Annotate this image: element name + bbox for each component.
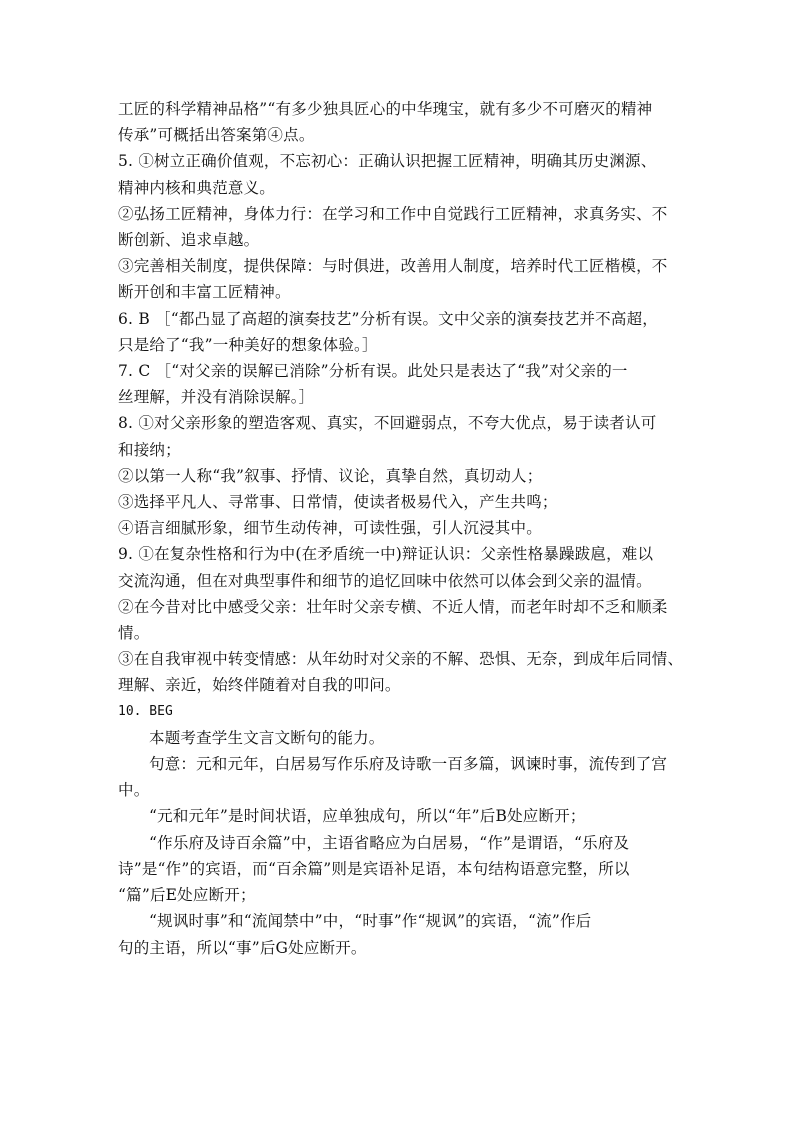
text-line: 理解、亲近，始终伴随着对自我的叩问。 — [118, 676, 401, 695]
text-line: 交流沟通，但在对典型事件和细节的追忆回味中依然可以体会到父亲的温情。 — [118, 571, 652, 590]
text-line: 传承”可概括出答案第④点。 — [118, 126, 315, 145]
text-line: 断创新、追求卓越。 — [118, 231, 260, 250]
text-line: “规讽时事”和“流闻禁中”中，“时事”作“规讽”的宾语，“流”作后 — [149, 912, 592, 931]
text-line: 8. ①对父亲形象的塑造客观、真实，不回避弱点，不夸大优点，易于读者认可 — [118, 414, 657, 433]
text-line: ③选择平凡人、寻常事、日常情，使读者极易代入，产生共鸣； — [118, 493, 558, 512]
text-line: 9. ①在复杂性格和行为中(在矛盾统一中)辩证认识：父亲性格暴躁跋扈，难以 — [118, 545, 654, 564]
answer-text-body — [118, 96, 688, 961]
text-line: 丝理解，并没有消除误解。］ — [118, 388, 315, 407]
text-line: 只是给了“我”一种美好的想象体验。］ — [118, 335, 378, 354]
text-line: “元和元年”是时间状语，应单独成句，所以“年”后B处应断开； — [149, 807, 586, 826]
text-line: “作乐府及诗百余篇”中，主语省略应为白居易，“作”是谓语，“乐府及 — [149, 833, 630, 852]
text-line: 中。 — [118, 781, 150, 800]
text-line: ④语言细腻形象，细节生动传神，可读性强，引人沉浸其中。 — [118, 519, 542, 538]
text-line: 工匠的科学精神品格”“有多少独具匠心的中华瑰宝，就有多少不可磨灭的精神 — [118, 100, 653, 118]
text-line: ②以第一人称“我”叙事、抒情、议论，真挚自然，真切动人； — [118, 466, 543, 485]
text-line: 6. B ［“都凸显了高超的演奏技艺”分析有误。文中父亲的演奏技艺并不高超， — [118, 309, 658, 328]
text-line: 和接纳； — [118, 440, 181, 459]
text-line: ②在今昔对比中感受父亲：壮年时父亲专横、不近人情，而老年时却不乏和顺柔 — [118, 597, 668, 616]
text-line: 诗”是“作”的宾语，而“百余篇”则是宾语补足语，本句结构语意完整，所以 — [118, 859, 630, 878]
text-line: ③完善相关制度，提供保障：与时俱进，改善用人制度，培养时代工匠楷模，不 — [118, 257, 668, 276]
text-line: 情。 — [118, 624, 150, 643]
text-line: 句意：元和元年，白居易写作乐府及诗歌一百多篇，讽谏时事，流传到了宫 — [149, 755, 668, 774]
text-line: 5. ①树立正确价值观，不忘初心：正确认识把握工匠精神，明确其历史渊源、 — [118, 152, 657, 171]
text-line: 句的主语，所以“事”后G处应断开。 — [118, 938, 367, 957]
text-line: “篇”后E处应断开； — [118, 886, 256, 905]
text-line: 精神内核和典范意义。 — [118, 178, 276, 197]
text-line: 7. C ［“对父亲的误解已消除”分析有误。此处只是表达了“我”对父亲的一 — [118, 362, 628, 381]
text-line: 断开创和丰富工匠精神。 — [118, 283, 291, 302]
text-line: 10. BEG — [118, 703, 173, 719]
text-line: ②弘扬工匠精神，身体力行：在学习和工作中自觉践行工匠精神，求真务实、不 — [118, 204, 668, 223]
text-line: ③在自我审视中转变情感：从年幼时对父亲的不解、恐惧、无奈，到成年后同情、 — [118, 650, 684, 669]
text-line: 本题考查学生文言文断句的能力。 — [149, 728, 385, 747]
